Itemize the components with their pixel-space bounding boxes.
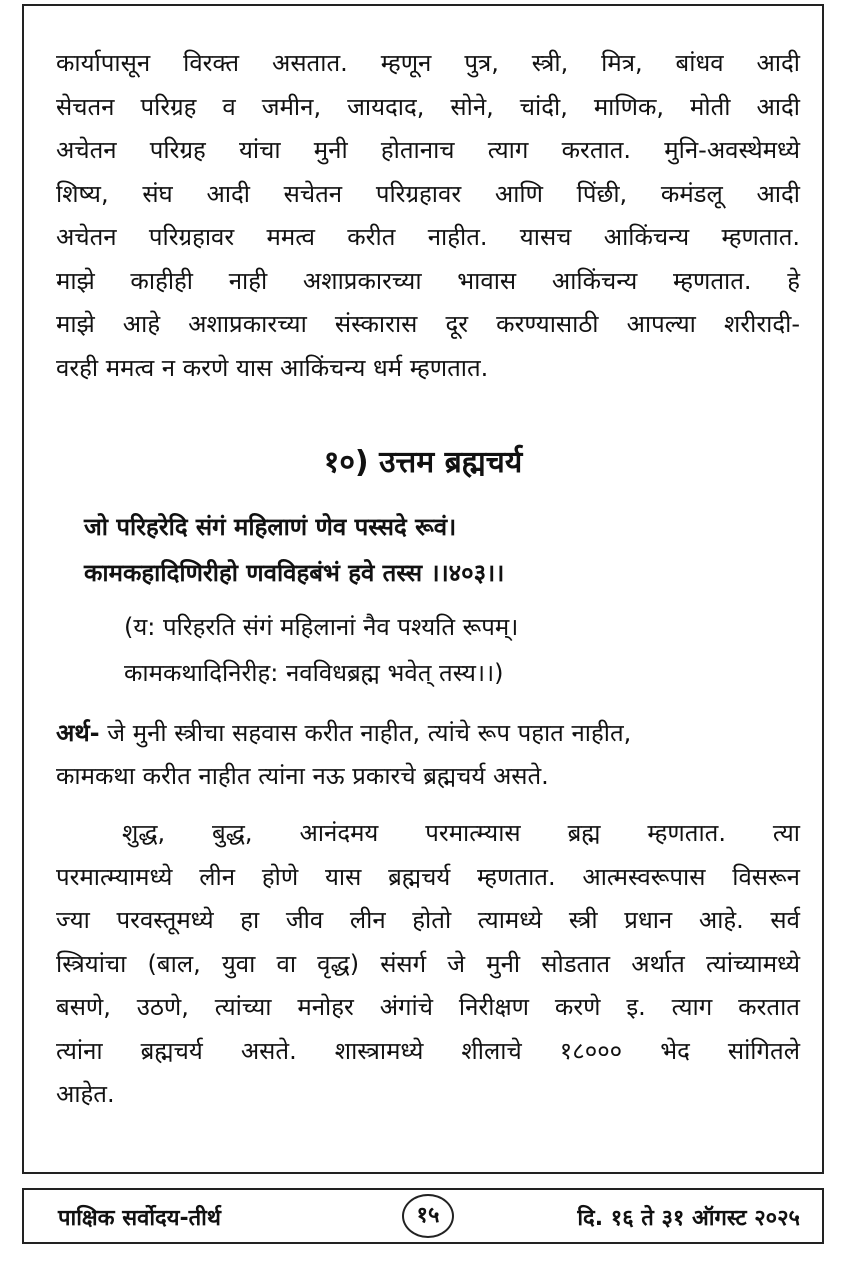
intro-line: माझे काहीही नाही अशाप्रकारच्या भावास आकिंचन्य म्हणतात. हे (56, 266, 800, 295)
explanation-line: त्यांना ब्रह्मचर्य असते. शास्त्रामध्ये शीलाचे १८००० भेद सांगितले (56, 1036, 800, 1065)
intro-line: शिष्य, संघ आदी सचेतन परिग्रहावर आणि पिंछी, कमंडलू आदी (56, 179, 800, 208)
meaning-label: अर्थ- (56, 719, 100, 747)
explanation-paragraph (56, 812, 800, 1117)
intro-line: अचेतन परिग्रह यांचा मुनी होतानाच त्याग करतात. मुनि-अवस्थेमध्ये (56, 136, 800, 164)
meaning-text-2: कामकथा करीत नाहीत त्यांना नऊ प्रकारचे ब्रह्मचर्य असते. (56, 762, 549, 790)
intro-paragraph (56, 42, 800, 390)
intro-line: माझे आहे अशाप्रकारच्या संस्कारास दूर करण्यासाठी आपल्या शरीरादी- (56, 310, 800, 338)
page-number-badge: १५ (402, 1194, 454, 1238)
issue-date: दि. १६ ते ३१ ऑगस्ट २०२५ (577, 1206, 800, 1231)
sanskrit-chhaya-line-2: कामकथादिनिरीह: नवविधब्रह्म भवेत् तस्य।।) (124, 659, 504, 687)
explanation-line: बसणे, उठणे, त्यांच्या मनोहर अंगांचे निरीक्षण करणे इ. त्याग करतात (56, 993, 800, 1021)
sanskrit-chhaya-line-1: (य: परिहरति संगं महिलानां नैव पश्यति रूपम्। (124, 613, 519, 641)
section-heading: १०) उत्तम ब्रह्मचर्य (323, 445, 523, 480)
meaning-text-1: जे मुनी स्त्रीचा सहवास करीत नाहीत, त्यांचे रूप पहात नाहीत, (107, 719, 632, 747)
intro-line: कार्यापासून विरक्त असतात. म्हणून पुत्र, स्त्री, मित्र, बांधव आदी (56, 49, 800, 77)
meaning-line-1 (56, 712, 800, 755)
intro-line: वरही ममत्व न करणे यास आकिंचन्य धर्म म्हणतात. (56, 353, 489, 382)
prakrit-verse-line-1: जो परिहरेदि संगं महिलाणं णेव पस्सदे रूवं। (84, 513, 457, 541)
intro-line: सेचतन परिग्रह व जमीन, जायदाद, सोने, चांदी, माणिक, मोती आदी (56, 92, 800, 121)
footer-bar (22, 1188, 824, 1244)
publication-title: पाक्षिक सर्वोदय-तीर्थ (58, 1206, 221, 1231)
prakrit-verse-line-2: कामकहादिणिरीहो णवविहबंभं हवे तस्स ।।४०३।। (84, 559, 505, 587)
explanation-line: परमात्म्यामध्ये लीन होणे यास ब्रह्मचर्य म्हणतात. आत्मस्वरूपास विसरून (56, 862, 800, 891)
explanation-line: ज्या परवस्तूमध्ये हा जीव लीन होतो त्यामध्ये स्त्री प्रधान आहे. सर्व (56, 906, 800, 934)
intro-line: अचेतन परिग्रहावर ममत्व करीत नाहीत. यासच आकिंचन्य म्हणतात. (56, 223, 800, 251)
explanation-line: शुद्ध, बुद्ध, आनंदमय परमात्म्यास ब्रह्म म्हणतात. त्या (122, 819, 800, 847)
explanation-line: स्त्रियांचा (बाल, युवा वा वृद्ध) संसर्ग जे मुनी सोडतात अर्थात त्यांच्यामध्ये (56, 949, 800, 978)
meaning-block (56, 712, 800, 798)
explanation-line: आहेत. (56, 1080, 115, 1108)
